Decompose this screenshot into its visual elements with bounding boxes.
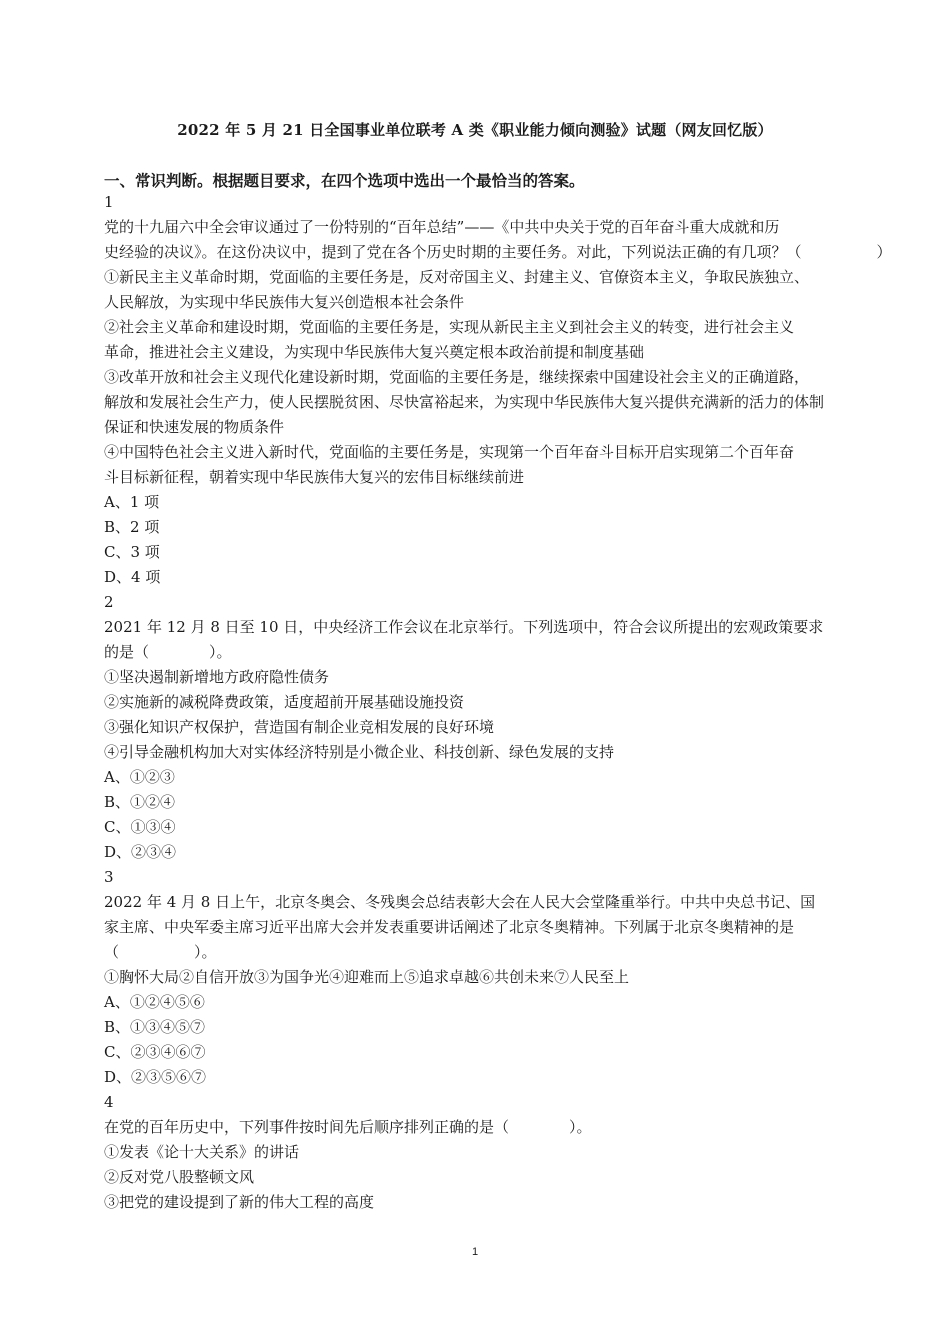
section-heading: 一、常识判断。根据题目要求，在四个选项中选出一个最恰当的答案。	[104, 171, 585, 190]
statement-line: 斗目标新征程，朝着实现中华民族伟大复兴的宏伟目标继续前进	[104, 468, 525, 486]
option-c: C、②③④⑥⑦	[104, 1043, 206, 1061]
question-stem-line: 家主席、中央军委主席习近平出席大会并发表重要讲话阐述了北京冬奥精神。下列属于北京冬奥精神的是	[104, 918, 795, 936]
page-number: 1	[471, 1246, 479, 1258]
question-number: 4	[104, 1093, 114, 1111]
document-title: 2022 年 5 月 21 日全国事业单位联考 A 类《职业能力倾向测验》试题（网友回忆版）	[177, 121, 773, 139]
statement-line: ③改革开放和社会主义现代化建设新时期，党面临的主要任务是，继续探索中国建设社会主义的正确道路，	[104, 368, 810, 386]
question-number: 2	[104, 593, 114, 611]
option-b: B、①③④⑤⑦	[104, 1018, 206, 1036]
option-d: D、4 项	[104, 568, 161, 586]
question-stem-line: 史经验的决议》。在这份决议中，提到了党在各个历史时期的主要任务。对此，下列说法正确的有几项？（ ）	[104, 243, 892, 261]
statement-line: ④引导金融机构加大对实体经济特别是小微企业、科技创新、绿色发展的支持	[104, 743, 615, 761]
statement-line: ②反对党八股整顿文风	[104, 1168, 255, 1186]
question-stem-line: 党的十九届六中全会审议通过了一份特别的“百年总结”——《中共中央关于党的百年奋斗重大成就和历	[104, 218, 780, 236]
statement-line: ③把党的建设提到了新的伟大工程的高度	[104, 1193, 375, 1211]
option-b: B、2 项	[104, 518, 160, 536]
option-c: C、①③④	[104, 818, 176, 836]
question-stem-line: 2021 年 12 月 8 日至 10 日，中央经济工作会议在北京举行。下列选项中，符合会议所提出的宏观政策要求	[104, 618, 824, 636]
statement-line: ①发表《论十大关系》的讲话	[104, 1143, 300, 1161]
statement-line: ④中国特色社会主义进入新时代，党面临的主要任务是，实现第一个百年奋斗目标开启实现第二个百年奋	[104, 443, 795, 461]
statement-line: ②实施新的减税降费政策，适度超前开展基础设施投资	[104, 693, 465, 711]
statement-line: 人民解放，为实现中华民族伟大复兴创造根本社会条件	[104, 293, 465, 311]
question-stem-line: 2022 年 4 月 8 日上午，北京冬奥会、冬残奥会总结表彰大会在人民大会堂隆重举行。中共中央总书记、国	[104, 893, 816, 911]
statement-line: ③强化知识产权保护，营造国有制企业竞相发展的良好环境	[104, 718, 495, 736]
statement-line: 解放和发展社会生产力，使人民摆脱贫困、尽快富裕起来，为实现中华民族伟大复兴提供充满新的活力的体制	[104, 393, 825, 411]
statement-line: ①坚决遏制新增地方政府隐性债务	[104, 668, 330, 686]
question-stem-line: （ ）。	[104, 943, 217, 961]
question-number: 3	[104, 868, 114, 886]
statement-line: 革命，推进社会主义建设，为实现中华民族伟大复兴奠定根本政治前提和制度基础	[104, 343, 645, 361]
statement-line: 保证和快速发展的物质条件	[104, 418, 285, 436]
statement-line: ②社会主义革命和建设时期，党面临的主要任务是，实现从新民主主义到社会主义的转变，进行社会主义	[104, 318, 795, 336]
option-a: A、①②④⑤⑥	[104, 993, 205, 1011]
statement-line: ①新民主主义革命时期，党面临的主要任务是，反对帝国主义、封建主义、官僚资本主义，争取民族独立、	[104, 268, 810, 286]
option-a: A、1 项	[104, 493, 160, 511]
option-d: D、②③⑤⑥⑦	[104, 1068, 207, 1086]
option-c: C、3 项	[104, 543, 160, 561]
option-a: A、①②③	[104, 768, 175, 786]
statement-line: ①胸怀大局②自信开放③为国争光④迎难而上⑤追求卓越⑥共创未来⑦人民至上	[104, 968, 630, 986]
question-number: 1	[104, 193, 114, 211]
question-list	[104, 190, 892, 1215]
option-d: D、②③④	[104, 843, 177, 861]
option-b: B、①②④	[104, 793, 176, 811]
question-stem-line: 的是（ ）。	[104, 643, 232, 661]
question-stem-line: 在党的百年历史中，下列事件按时间先后顺序排列正确的是（ ）。	[104, 1118, 592, 1136]
